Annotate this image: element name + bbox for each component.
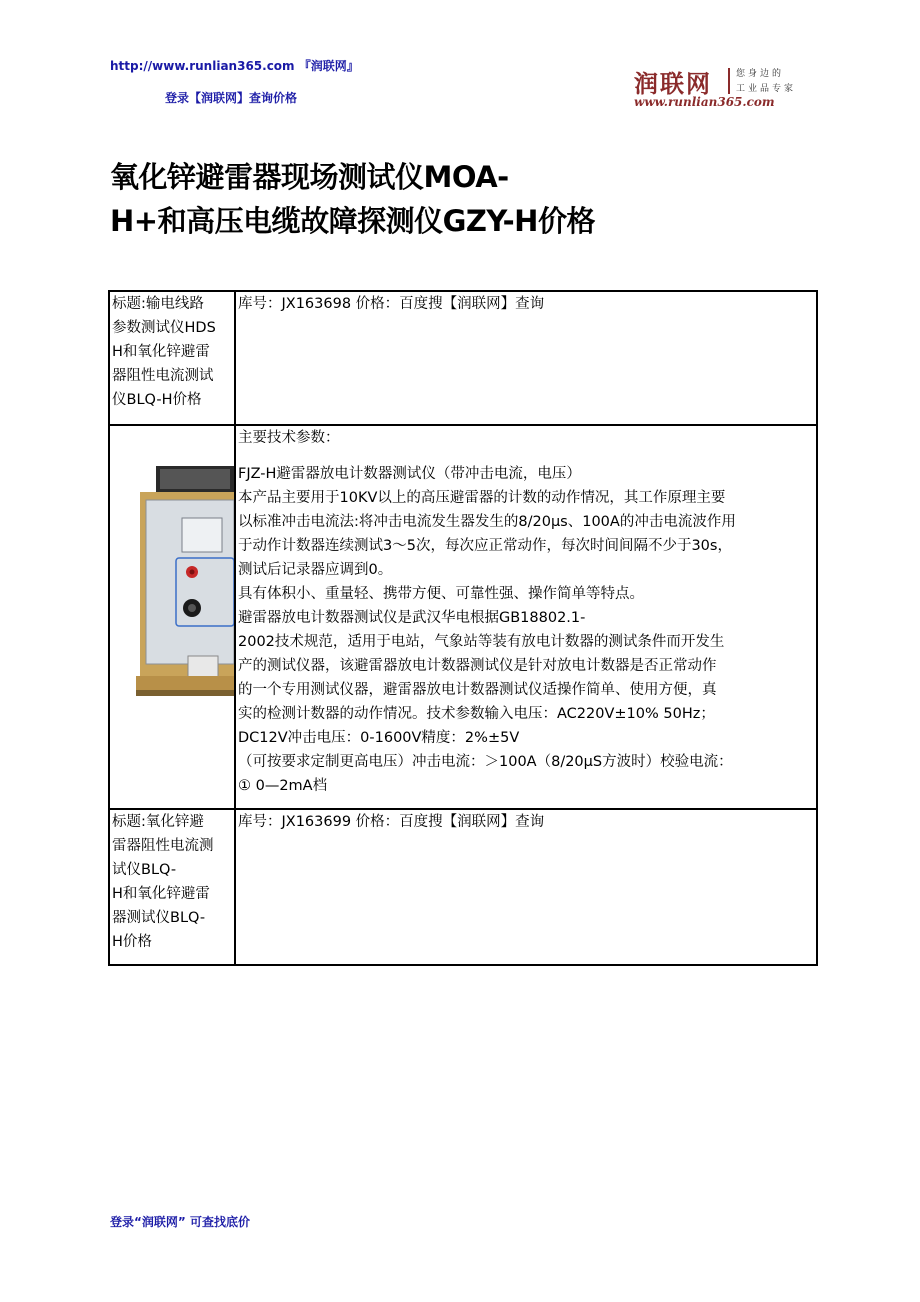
description-line: 具有体积小、重量轻、携带方便、可靠性强、操作简单等特点。 (238, 586, 644, 602)
product-image-cell (109, 425, 235, 809)
site-tag[interactable]: 『润联网』 (298, 59, 359, 73)
title-text: 参数测试仪HDS (112, 320, 216, 336)
product-code-text: 库号：JX163698 价格：百度搜【润联网】查询 (238, 296, 545, 312)
logo-divider (728, 68, 730, 94)
description-line: FJZ-H避雷器放电计数器测试仪（带冲击电流，电压） (238, 466, 581, 482)
description-line: 测试后记录器应调到0。 (238, 562, 393, 578)
table-row (109, 425, 817, 809)
title-text: 标题:输电线路 (112, 296, 204, 312)
title-text: 器阻性电流测试 (112, 368, 214, 384)
product-title-cell (109, 809, 235, 965)
title-text: 试仪BLQ- (112, 862, 177, 878)
device-photo-icon (136, 466, 234, 696)
title-text: 仪BLQ-H价格 (112, 392, 202, 408)
title-text: 器测试仪BLQ- (112, 910, 206, 926)
title-text: H价格 (112, 934, 152, 950)
description-line: DC12V冲击电压：0-1600V精度：2%±5V (238, 730, 520, 746)
site-logo (632, 62, 812, 112)
description-line: 避雷器放电计数器测试仪是武汉华电根据GB18802.1- (238, 610, 586, 626)
title-text: H和氧化锌避雷 (112, 344, 210, 360)
product-description-cell (235, 425, 817, 809)
logo-url: www.runlian365.com (634, 95, 775, 109)
description-line: 以标准冲击电流法:将冲击电流发生器发生的8/20μs、100A的冲击电流波作用 (238, 514, 736, 530)
title-text: 雷器阻性电流测 (112, 838, 214, 854)
product-info-cell (235, 809, 817, 965)
product-table (108, 290, 818, 966)
product-code-text: 库号：JX163699 价格：百度搜【润联网】查询 (238, 814, 545, 830)
site-link[interactable]: http://www.runlian365.com (110, 59, 295, 73)
description-line: 主要技术参数： (238, 430, 340, 446)
description-line: 2002技术规范，适用于电站，气象站等装有放电计数器的测试条件而开发生 (238, 634, 725, 650)
logo-name: 润联网 (634, 69, 712, 98)
table-row (109, 809, 817, 965)
logo-slogan-line1: 您身边的 (736, 69, 785, 79)
description-line: 实的检测计数器的动作情况。技术参数输入电压：AC220V±10% 50Hz； (238, 706, 715, 722)
title-text: 标题:氧化锌避 (112, 814, 204, 830)
footer-login-link[interactable]: 登录“润联网” 可查找底价 (110, 1215, 250, 1229)
spacer (238, 450, 814, 462)
description-line: 产的测试仪器，该避雷器放电计数器测试仪是针对放电计数器是否正常动作 (238, 658, 717, 674)
product-info-cell (235, 291, 817, 425)
description-line: （可按要求定制更高电压）冲击电流：＞100A（8/20μS方波时）校验电流： (238, 754, 733, 770)
description-line: 的一个专用测试仪器，避雷器放电计数器测试仪适操作简单、使用方便，真 (238, 682, 717, 698)
title-line1: 氧化锌避雷器现场测试仪MOA- (110, 160, 509, 194)
page-title (110, 155, 810, 243)
logo-slogan-line2: 工业品专家 (736, 84, 797, 94)
title-text: H和氧化锌避雷 (112, 886, 210, 902)
product-title-cell (109, 291, 235, 425)
header-site-url[interactable] (110, 57, 359, 74)
title-line2: H+和高压电缆故障探测仪GZY-H价格 (110, 204, 595, 238)
description-line: 本产品主要用于10KV以上的高压避雷器的计数的动作情况，其工作原理主要 (238, 490, 726, 506)
description-line: 于动作计数器连续测试3～5次，每次应正常动作，每次时间间隔不少于30s， (238, 538, 732, 554)
description-line: ① 0—2mA档 (238, 778, 328, 794)
table-row (109, 291, 817, 425)
header-login-link[interactable]: 登录【润联网】查询价格 (165, 91, 298, 105)
